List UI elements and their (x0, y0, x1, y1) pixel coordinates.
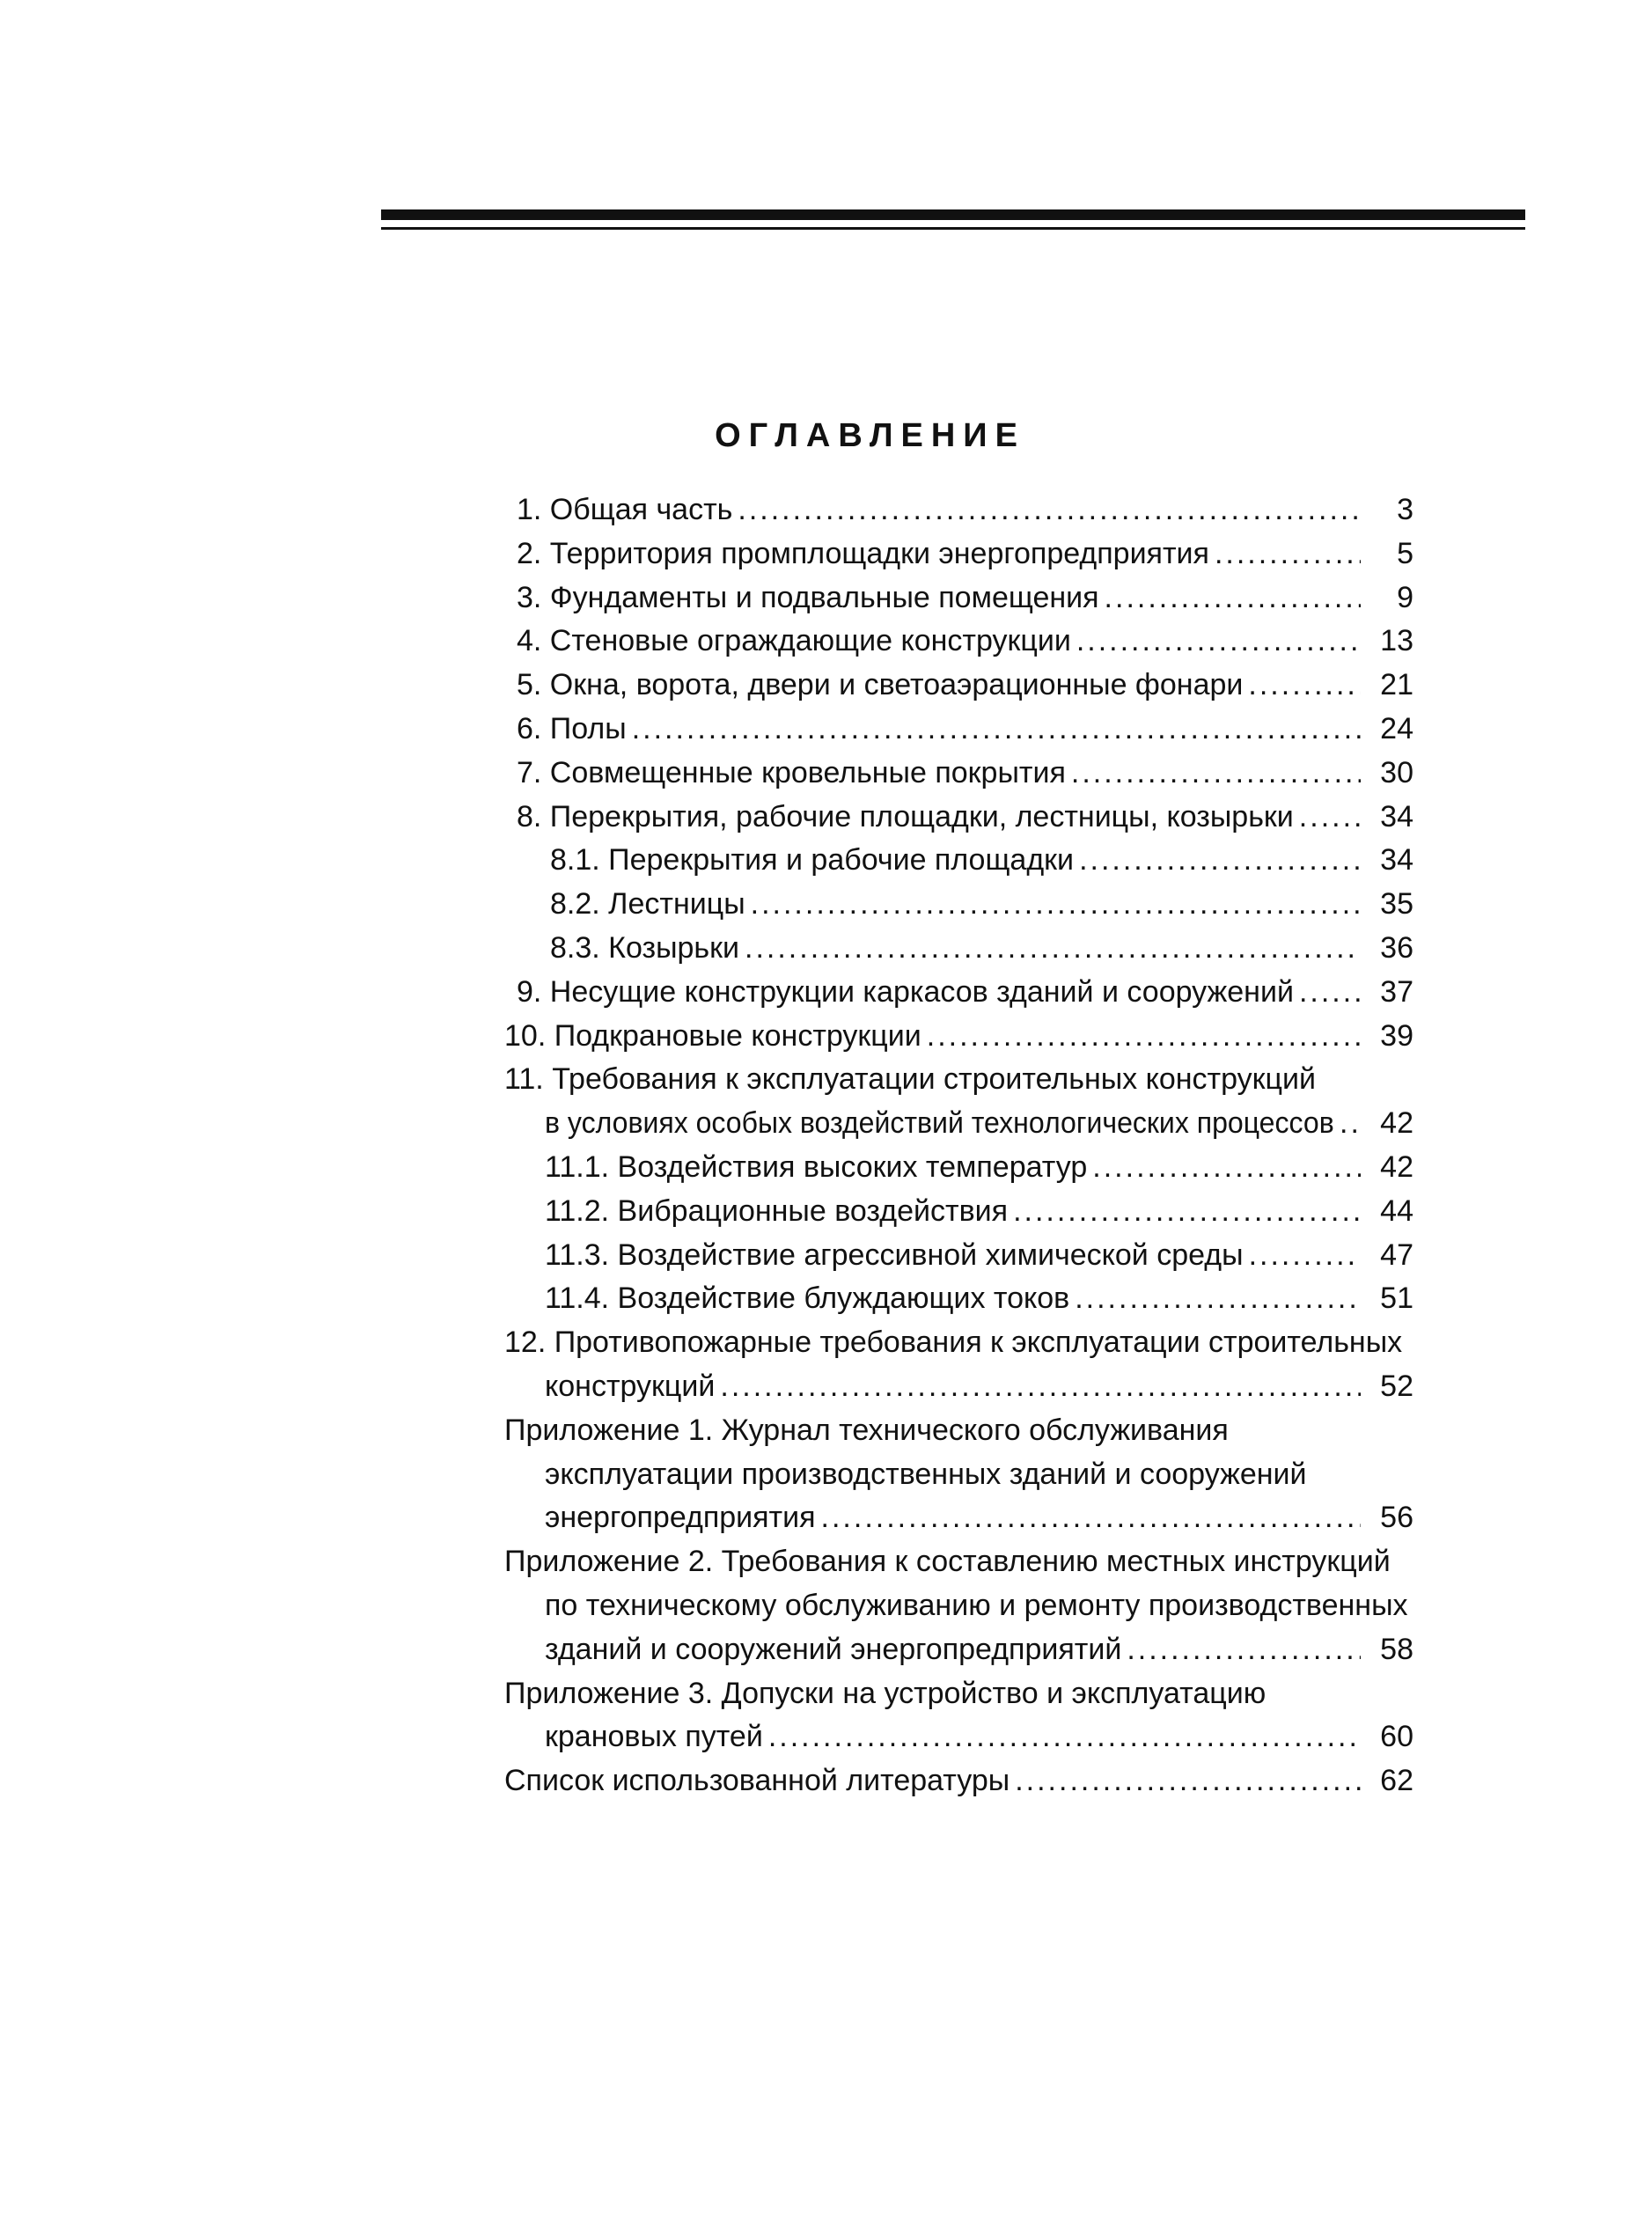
toc-page-number: 42 (1380, 1106, 1413, 1141)
toc-entry-title: 8.1. Перекрытия и рабочие площадки (550, 843, 1075, 878)
toc-entry-title: 9. Несущие конструкции каркасов зданий и сооружений (517, 974, 1294, 1009)
toc-page-number: 44 (1380, 1193, 1413, 1228)
dot-leader (1015, 1759, 1361, 1803)
toc-entry-continuation (504, 1672, 1413, 1716)
toc-entry (504, 664, 1413, 708)
toc-page-number: 24 (1380, 711, 1413, 745)
toc-entry-title: 7. Совмещенные кровельные покрытия (517, 755, 1066, 789)
toc-page-number: 51 (1380, 1281, 1413, 1316)
toc-entry-title: 6. Полы (517, 711, 627, 745)
toc-entry-title: 11. Требования к эксплуатации строительных конструкций (504, 1062, 1316, 1097)
toc-entry-title: крановых путей (545, 1720, 763, 1754)
dot-leader (1299, 971, 1361, 1015)
toc-entry-title: 8.3. Козырьки (550, 930, 740, 965)
toc-entry-title: Приложение 3. Допуски на устройство и эксплуатацию (504, 1676, 1267, 1710)
toc-entry-continuation (504, 1584, 1413, 1628)
toc-entry-title: Приложение 2. Требования к составлению местных инструкций (504, 1545, 1391, 1579)
toc-entry-continuation (504, 1058, 1413, 1102)
toc-entry (504, 708, 1413, 752)
toc-entry (504, 1015, 1413, 1059)
dot-leader (1299, 796, 1361, 840)
dot-leader (1013, 1190, 1361, 1234)
dot-leader (1249, 1234, 1361, 1278)
toc-entry (504, 883, 1413, 927)
toc-entry (504, 1496, 1413, 1540)
toc-entry-title: 12. Противопожарные требования к эксплуатации строительных (504, 1325, 1403, 1360)
dot-leader (745, 927, 1361, 971)
dot-leader (1340, 1102, 1361, 1146)
toc-page-number: 9 (1397, 580, 1413, 614)
toc-page-number: 56 (1380, 1501, 1413, 1535)
toc-page-number: 3 (1397, 493, 1413, 526)
toc-entry-title: 8.2. Лестницы (550, 887, 745, 922)
toc-entry-title: в условиях особых воздействий технологических процессов (545, 1106, 1334, 1141)
toc-entry-title: 2. Территория промплощадки энергопредприятия (517, 536, 1209, 570)
toc-entry (504, 1190, 1413, 1234)
header-rule-thin (381, 227, 1525, 230)
dot-leader (1215, 532, 1361, 576)
table-of-contents (504, 488, 1413, 1803)
toc-entry-continuation (504, 1540, 1413, 1584)
dot-leader (1092, 1146, 1361, 1190)
toc-page-number: 5 (1397, 536, 1413, 570)
toc-entry-title: по техническому обслуживанию и ремонту производственных (545, 1588, 1408, 1622)
dot-leader (821, 1496, 1361, 1540)
toc-entry (504, 796, 1413, 840)
toc-entry-title: зданий и сооружений энергопредприятий (545, 1632, 1122, 1666)
dot-leader (738, 488, 1361, 532)
toc-page-number: 13 (1380, 624, 1413, 658)
dot-leader (751, 883, 1361, 927)
toc-entry-title: 11.3. Воздействие агрессивной химической среды (545, 1237, 1244, 1272)
toc-entry-title: Приложение 1. Журнал технического обслуживания (504, 1413, 1229, 1447)
toc-entry-continuation (504, 1409, 1413, 1453)
dot-leader (1105, 576, 1361, 621)
toc-entry (504, 1759, 1413, 1803)
toc-entry-continuation (504, 1453, 1413, 1497)
toc-entry-title: 11.1. Воздействия высоких температур (545, 1149, 1088, 1184)
dot-leader (927, 1015, 1361, 1059)
toc-entry (504, 576, 1413, 621)
toc-page-number: 47 (1380, 1237, 1413, 1272)
toc-entry (504, 1102, 1413, 1146)
toc-page-number: 36 (1380, 930, 1413, 965)
toc-entry (504, 752, 1413, 796)
toc-entry-title: 5. Окна, ворота, двери и светоаэрационные фонари (517, 668, 1244, 702)
toc-page-number: 21 (1380, 668, 1413, 702)
dot-leader (632, 708, 1361, 752)
toc-entry (504, 532, 1413, 576)
toc-entry (504, 1277, 1413, 1321)
toc-entry-title: 3. Фундаменты и подвальные помещения (517, 580, 1099, 614)
toc-entry-title: 11.2. Вибрационные воздействия (545, 1193, 1009, 1228)
toc-entry (504, 1234, 1413, 1278)
toc-page-number: 34 (1380, 799, 1413, 833)
toc-entry-title: 8. Перекрытия, рабочие площадки, лестницы, козырьки (517, 799, 1294, 833)
toc-entry-continuation (504, 1321, 1413, 1365)
dot-leader (1079, 839, 1361, 883)
dot-leader (768, 1715, 1361, 1759)
dot-leader (1071, 752, 1361, 796)
toc-entry-title: 4. Стеновые ограждающие конструкции (517, 624, 1071, 658)
toc-page-number: 60 (1380, 1720, 1413, 1754)
page-title: ОГЛАВЛЕНИЕ (715, 417, 1025, 454)
toc-entry (504, 971, 1413, 1015)
dot-leader (1076, 620, 1361, 664)
toc-entry (504, 1365, 1413, 1409)
toc-entry (504, 488, 1413, 532)
toc-page-number: 58 (1380, 1632, 1413, 1666)
toc-entry (504, 1628, 1413, 1672)
toc-page-number: 37 (1380, 974, 1413, 1009)
toc-page-number: 35 (1380, 887, 1413, 922)
toc-entry-title: 1. Общая часть (517, 493, 733, 526)
header-rule-thick (381, 209, 1525, 220)
toc-page-number: 42 (1380, 1149, 1413, 1184)
toc-page-number: 62 (1380, 1764, 1413, 1798)
toc-entry (504, 927, 1413, 971)
toc-entry-title: конструкций (545, 1369, 716, 1403)
dot-leader (1075, 1277, 1361, 1321)
toc-entry (504, 1715, 1413, 1759)
toc-page-number: 34 (1380, 843, 1413, 878)
dot-leader (720, 1365, 1361, 1409)
toc-entry-title: Список использованной литературы (504, 1764, 1010, 1798)
toc-entry (504, 620, 1413, 664)
toc-entry-title: энергопредприятия (545, 1501, 816, 1535)
toc-entry (504, 839, 1413, 883)
toc-page-number: 52 (1380, 1369, 1413, 1403)
toc-page-number: 30 (1380, 755, 1413, 789)
dot-leader (1248, 664, 1361, 708)
toc-entry (504, 1146, 1413, 1190)
toc-page-number: 39 (1380, 1018, 1413, 1053)
toc-entry-title: 11.4. Воздействие блуждающих токов (545, 1281, 1070, 1316)
dot-leader (1127, 1628, 1361, 1672)
toc-entry-title: 10. Подкрановые конструкции (504, 1018, 921, 1053)
toc-entry-title: эксплуатации производственных зданий и сооружений (545, 1457, 1307, 1491)
